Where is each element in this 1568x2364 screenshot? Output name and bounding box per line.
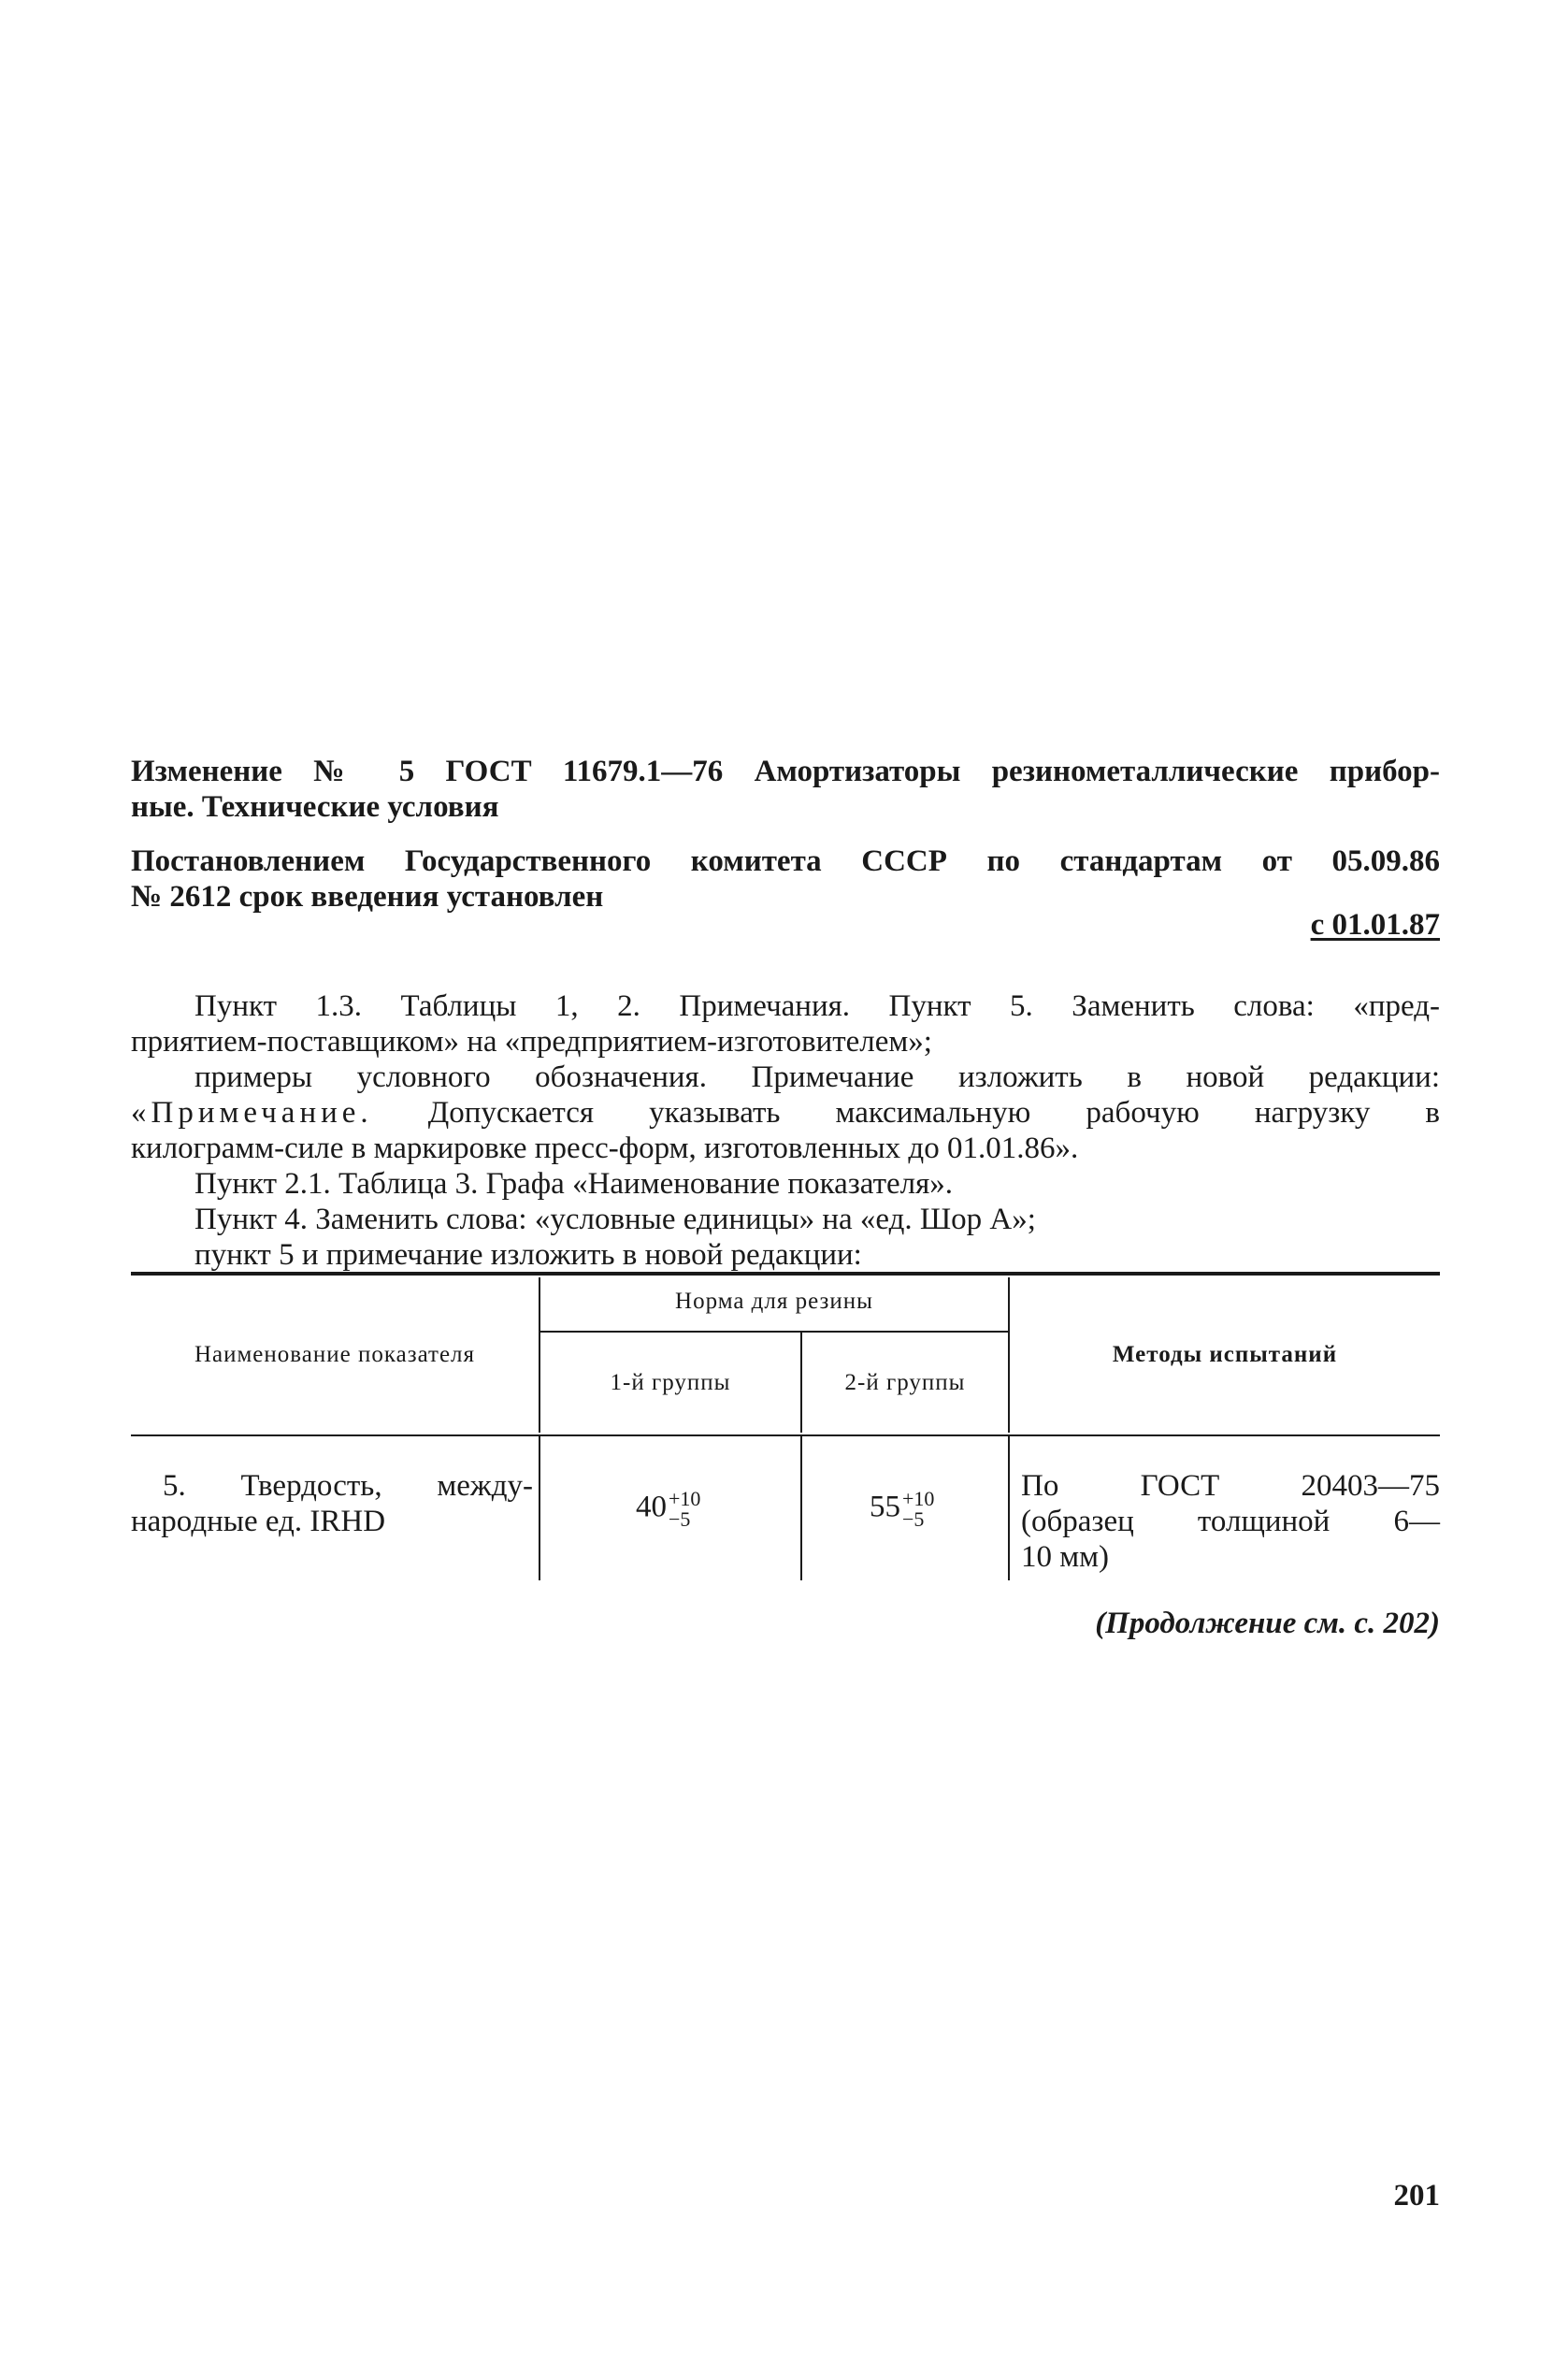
paragraph-4: Пункт 4. Заменить слова: «условные единицы» на «ед. Шор А»;: [194, 1203, 1036, 1236]
group2-minus-tolerance: −5: [902, 1507, 925, 1531]
test-method: [1021, 1468, 1440, 1575]
table-header-rule: [131, 1434, 1440, 1436]
table-divider: [539, 1436, 540, 1580]
column-header-group2: 2-й группы: [844, 1370, 966, 1395]
indicator-line2: народные ед. IRHD: [131, 1505, 386, 1538]
group1-value: [636, 1489, 700, 1530]
continuation-note: (Продолжение см. с. 202): [1095, 1607, 1440, 1640]
page-number: 201: [1393, 2179, 1440, 2213]
group1-minus-tolerance: −5: [669, 1507, 691, 1531]
table-divider: [540, 1331, 1008, 1333]
indicator-line1: 5. Твердость, между-: [163, 1469, 533, 1503]
group1-base: 40: [636, 1490, 667, 1524]
paragraph-3: Пункт 2.1. Таблица 3. Графа «Наименование показателя».: [194, 1167, 954, 1201]
column-header-methods: Методы испытаний: [1112, 1342, 1338, 1367]
column-header-norm: Норма для резины: [675, 1289, 873, 1314]
specification-table: [131, 1272, 1440, 1580]
paragraph-1-line1: Пункт 1.3. Таблицы 1, 2. Примечания. Пункт 5. Заменить слова: «пред-: [194, 989, 1440, 1023]
amendment-body: [131, 988, 1440, 1273]
group1-plus-tolerance: +10: [669, 1487, 701, 1510]
paragraph-2-line2: [131, 1095, 1440, 1131]
decree-line2: № 2612 срок введения установлен: [131, 880, 604, 914]
column-header-indicator: Наименование показателя: [194, 1342, 476, 1367]
paragraph-2-line3: килограмм-силе в маркировке пресс-форм, изготовленных до 01.01.86».: [131, 1132, 1079, 1165]
method-line2: (образец толщиной 6—: [1021, 1505, 1440, 1538]
paragraph-2-line1: примеры условного обозначения. Примечание изложить в новой редакции:: [194, 1060, 1440, 1094]
decree-line1: Постановлением Государственного комитета СССР по стандартам от 05.09.86: [131, 844, 1440, 878]
paragraph-2-line2-text: Допускается указывать максимальную рабочую нагрузку в: [427, 1096, 1440, 1130]
group2-plus-tolerance: +10: [902, 1487, 935, 1510]
table-divider: [800, 1436, 802, 1580]
table-row: [131, 1468, 533, 1539]
group2-value: [870, 1489, 934, 1530]
decree-statement: [131, 843, 1440, 915]
column-header-group1: 1-й группы: [610, 1370, 731, 1395]
amendment-title-line1: Изменение № 5 ГОСТ 11679.1—76 Амортизаторы резинометаллические прибор-: [131, 755, 1440, 788]
group2-base: 55: [870, 1490, 900, 1524]
paragraph-5: пункт 5 и примечание изложить в новой редакции:: [194, 1238, 862, 1272]
note-label: «Примечание.: [131, 1096, 373, 1130]
table-divider: [1008, 1436, 1010, 1580]
amendment-title: [131, 754, 1440, 825]
effective-date: с 01.01.87: [1310, 908, 1440, 942]
table-top-rule: [131, 1272, 1440, 1276]
method-line1: По ГОСТ 20403—75: [1021, 1469, 1440, 1503]
amendment-title-line2: ные. Технические условия: [131, 790, 499, 824]
method-line3: 10 мм): [1021, 1540, 1110, 1574]
paragraph-1-line2: приятием-поставщиком» на «предприятием-изготовителем»;: [131, 1025, 932, 1059]
